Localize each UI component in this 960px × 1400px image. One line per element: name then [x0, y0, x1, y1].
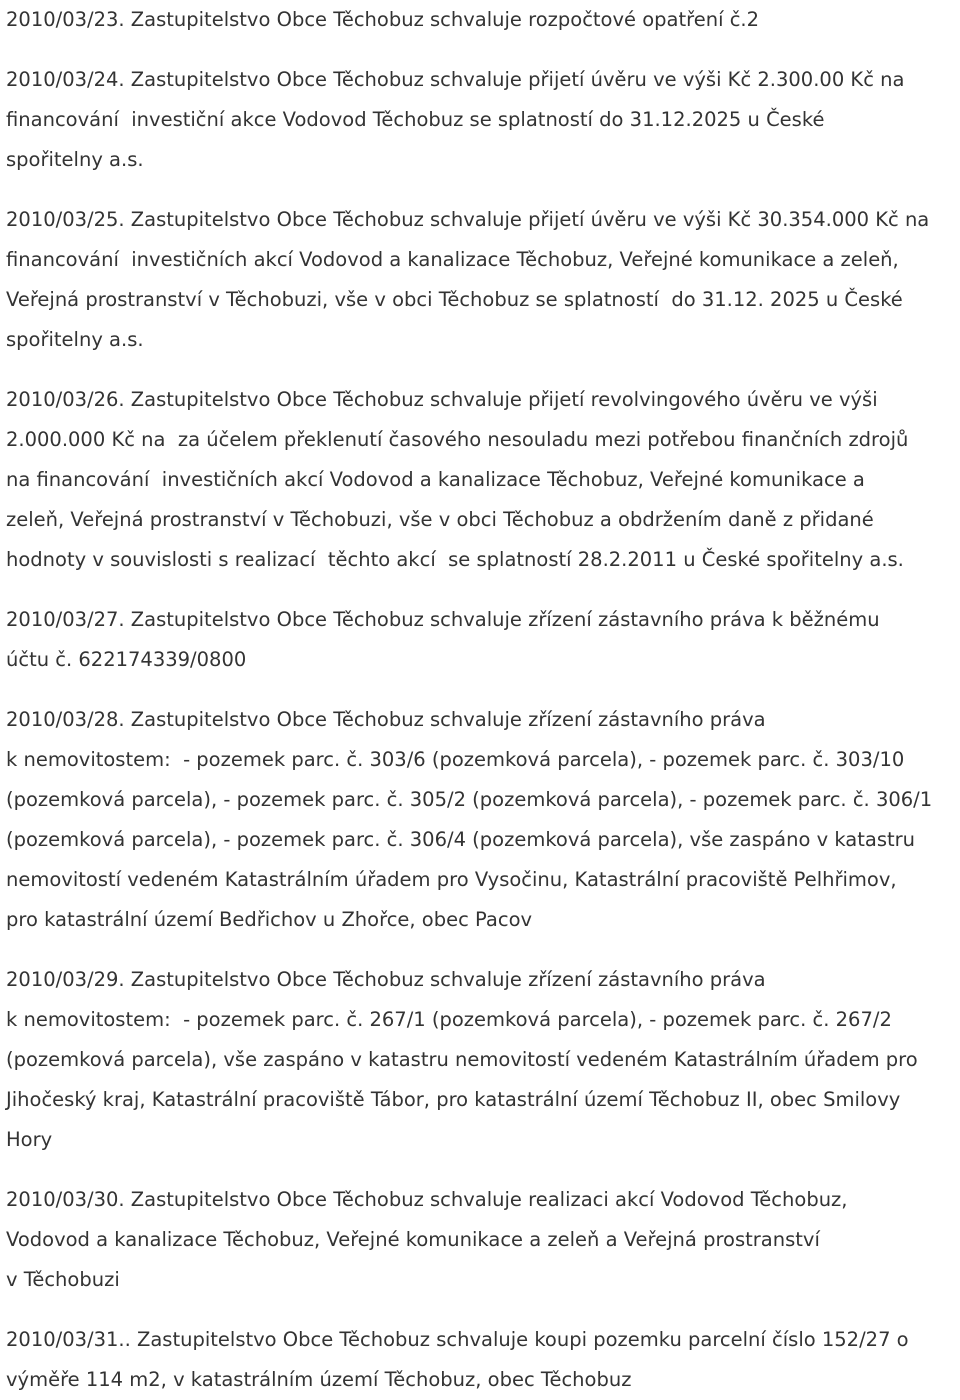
resolution-text-line: 2010/03/29. Zastupitelstvo Obce Těchobuz schvaluje zřízení zástavního práva [6, 968, 766, 991]
resolution-text-line: financování investičních akcí Vodovod a kanalizace Těchobuz, Veřejné komunikace a zeleň, [6, 248, 899, 271]
resolution-text-line: financování investiční akce Vodovod Těchobuz se splatností do 31.12.2025 u České [6, 108, 825, 131]
resolution-text-line: (pozemková parcela), - pozemek parc. č. 306/4 (pozemková parcela), vše zaspáno v katastru [6, 828, 916, 851]
resolution-text-line: 2.000.000 Kč na za účelem překlenutí časového nesouladu mezi potřebou finančních zdrojů [6, 428, 909, 451]
resolution-text-line: k nemovitostem: - pozemek parc. č. 303/6 (pozemková parcela), - pozemek parc. č. 303/10 [6, 748, 905, 771]
resolution-text-line: 2010/03/31.. Zastupitelstvo Obce Těchobuz schvaluje koupi pozemku parcelní číslo 152/27 o [6, 1328, 909, 1351]
resolution-text-line: Jihočeský kraj, Katastrální pracoviště Tábor, pro katastrální území Těchobuz II, obec Smilovy [6, 1088, 901, 1111]
resolution-text-line: spořitelny a.s. [6, 328, 144, 351]
resolution-text-line: (pozemková parcela), - pozemek parc. č. 305/2 (pozemková parcela), - pozemek parc. č. 306/1 [6, 788, 933, 811]
resolution-text-line: Vodovod a kanalizace Těchobuz, Veřejné komunikace a zeleň a Veřejná prostranství [6, 1228, 820, 1251]
resolution-2010-03-29 [6, 960, 960, 1160]
resolutions-document [6, 0, 960, 1400]
resolution-2010-03-27 [6, 600, 960, 680]
resolution-text-line: na financování investičních akcí Vodovod a kanalizace Těchobuz, Veřejné komunikace a [6, 468, 865, 491]
resolution-2010-03-26 [6, 380, 960, 580]
resolution-text-line: Hory [6, 1128, 53, 1151]
resolution-text-line: výměře 114 m2, v katastrálním území Těchobuz, obec Těchobuz [6, 1368, 632, 1391]
resolution-text-line: v Těchobuzi [6, 1268, 120, 1291]
resolution-text-line: k nemovitostem: - pozemek parc. č. 267/1 (pozemková parcela), - pozemek parc. č. 267/2 [6, 1008, 892, 1031]
resolution-text-line: 2010/03/26. Zastupitelstvo Obce Těchobuz schvaluje přijetí revolvingového úvěru ve výši [6, 388, 878, 411]
resolution-2010-03-23 [6, 0, 960, 40]
resolution-text-line: nemovitostí vedeném Katastrálním úřadem pro Vysočinu, Katastrální pracoviště Pelhřimov, [6, 868, 897, 891]
resolution-text-line: 2010/03/27. Zastupitelstvo Obce Těchobuz schvaluje zřízení zástavního práva k běžnému [6, 608, 880, 631]
resolution-2010-03-28 [6, 700, 960, 940]
resolution-text-line: 2010/03/25. Zastupitelstvo Obce Těchobuz schvaluje přijetí úvěru ve výši Kč 30.354.000 Kč na [6, 208, 930, 231]
resolution-text-line: (pozemková parcela), vše zaspáno v katastru nemovitostí vedeném Katastrálním úřadem pro [6, 1048, 918, 1071]
resolution-text-line: 2010/03/28. Zastupitelstvo Obce Těchobuz schvaluje zřízení zástavního práva [6, 708, 766, 731]
resolution-text-line: pro katastrální území Bedřichov u Zhořce, obec Pacov [6, 908, 533, 931]
resolution-text-line: zeleň, Veřejná prostranství v Těchobuzi, vše v obci Těchobuz a obdržením daně z přidané [6, 508, 874, 531]
resolution-text-line: 2010/03/24. Zastupitelstvo Obce Těchobuz schvaluje přijetí úvěru ve výši Kč 2.300.00 Kč na [6, 68, 905, 91]
resolution-text-line: 2010/03/23. Zastupitelstvo Obce Těchobuz schvaluje rozpočtové opatření č.2 [6, 8, 760, 31]
resolution-2010-03-31 [6, 1320, 960, 1400]
resolution-2010-03-30 [6, 1180, 960, 1300]
resolution-text-line: účtu č. 622174339/0800 [6, 648, 247, 671]
resolution-text-line: Veřejná prostranství v Těchobuzi, vše v obci Těchobuz se splatností do 31.12. 2025 u České [6, 288, 903, 311]
resolution-2010-03-25 [6, 200, 960, 360]
resolution-text-line: hodnoty v souvislosti s realizací těchto akcí se splatností 28.2.2011 u České spořitelny a.s. [6, 548, 904, 571]
resolution-2010-03-24 [6, 60, 960, 180]
resolution-text-line: 2010/03/30. Zastupitelstvo Obce Těchobuz schvaluje realizaci akcí Vodovod Těchobuz, [6, 1188, 848, 1211]
resolution-text-line: spořitelny a.s. [6, 148, 144, 171]
